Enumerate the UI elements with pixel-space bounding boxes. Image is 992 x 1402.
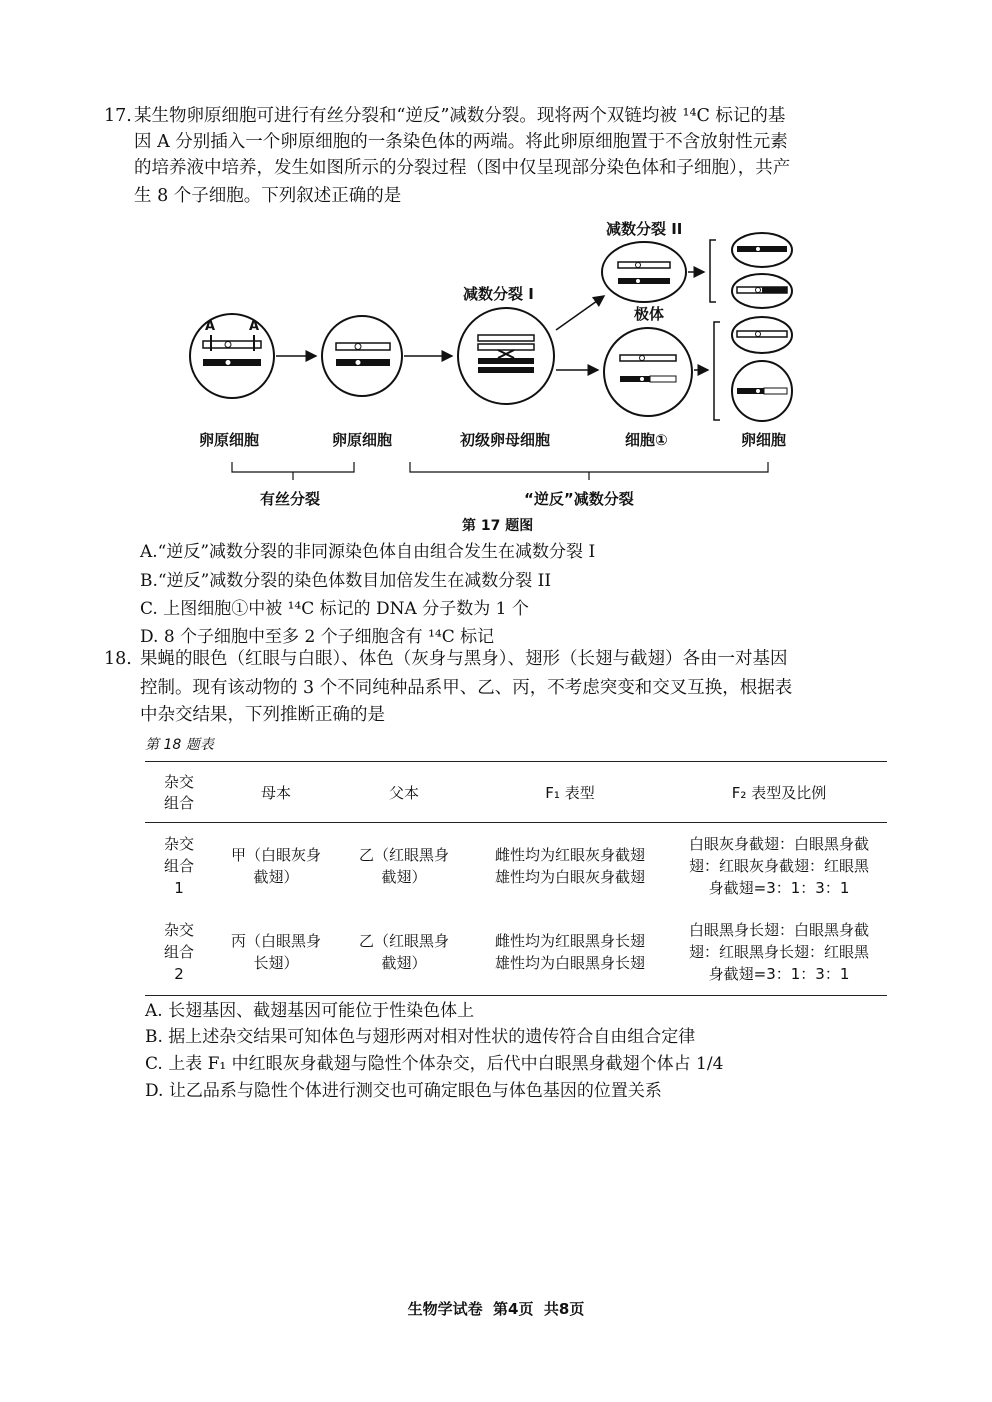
question-text-line: 控制。现有该动物的 3 个不同纯种品系甲、乙、丙，不考虑突变和交叉互换，根据表 (140, 678, 793, 698)
question-text-line: 某生物卵原细胞可进行有丝分裂和“逆反”减数分裂。现将两个双链均被 ¹⁴C 标记的基 (134, 106, 786, 126)
question-text-line: 因 A 分别插入一个卵原细胞的一条染色体的两端。将此卵原细胞置于不含放射性元素 (134, 132, 788, 152)
option-b: B.“逆反”减数分裂的染色体数目加倍发生在减数分裂 II (140, 571, 552, 591)
f1-cell: 雌性均为红眼黑身长翅 雄性均为白眼黑身长翅 (494, 932, 645, 972)
table-header-row (145, 762, 887, 823)
father-cell: 乙（红眼黑身 截翅） (358, 932, 449, 972)
question-number: 17. (104, 106, 132, 126)
polar-body-cell (602, 242, 686, 302)
cell-one (604, 328, 692, 416)
daughter-cells (732, 233, 792, 421)
oogonium-cell-1 (190, 314, 274, 398)
meiosis-2-label: 减数分裂 II (606, 220, 683, 238)
header-cell: 母本 (260, 783, 291, 802)
mother-cell: 丙（白眼黑身 长翅） (230, 932, 321, 972)
cell-division-diagram (0, 0, 992, 540)
cell-label: 卵原细胞 (199, 431, 260, 449)
option-d: D. 让乙品系与隐性个体进行测交也可确定眼色与体色基因的位置关系 (145, 1081, 662, 1101)
table-row (145, 909, 887, 996)
header-cell: F₁ 表型 (545, 783, 595, 802)
cross-group-cell: 杂交 组合 1 (163, 835, 194, 897)
option-d: D. 8 个子细胞中至多 2 个子细胞含有 ¹⁴C 标记 (140, 627, 495, 647)
header-cell: 父本 (388, 783, 419, 802)
gene-label-left: A (205, 319, 216, 334)
reverse-meiosis-bracket-label: “逆反”减数分裂 (524, 490, 634, 508)
option-a: A.“逆反”减数分裂的非同源染色体自由组合发生在减数分裂 I (140, 542, 596, 562)
f1-cell: 雌性均为红眼灰身截翅 雄性均为白眼灰身截翅 (494, 846, 645, 886)
oogonium-cell-2 (322, 316, 402, 396)
mother-cell: 甲（白眼灰身 截翅） (230, 846, 321, 886)
header-cell: 杂交 组合 (163, 773, 194, 812)
page-footer: 生物学试卷 第4页 共8页 (407, 1300, 585, 1318)
cell-label: 卵原细胞 (332, 431, 393, 449)
question-text-line: 中杂交结果，下列推断正确的是 (140, 705, 385, 725)
cell-label: 卵细胞 (741, 431, 787, 449)
gene-label-right: A (249, 319, 260, 334)
f2-cell: 白眼灰身截翅：白眼黑身截 翅：红眼灰身截翅：红眼黑 身截翅=3：1：3：1 (688, 835, 869, 897)
table-row (145, 823, 887, 910)
primary-oocyte-cell (458, 308, 554, 404)
cross-group-cell: 杂交 组合 2 (163, 921, 194, 983)
figure-caption: 第 17 题图 (462, 518, 534, 534)
mitosis-bracket-label: 有丝分裂 (260, 490, 321, 508)
polar-body-label: 极体 (634, 305, 665, 323)
header-cell: F₂ 表型及比例 (731, 783, 827, 802)
table-caption: 第 18 题表 (145, 737, 214, 753)
father-cell: 乙（红眼黑身 截翅） (358, 846, 449, 886)
meiosis-1-label: 减数分裂 I (463, 285, 534, 303)
option-b: B. 据上述杂交结果可知体色与翅形两对相对性状的遗传符合自由组合定律 (145, 1027, 696, 1047)
option-c: C. 上图细胞①中被 ¹⁴C 标记的 DNA 分子数为 1 个 (140, 599, 529, 619)
cell-label: 细胞① (625, 431, 668, 449)
question-number: 18. (104, 649, 132, 669)
option-a: A. 长翅基因、截翅基因可能位于性染色体上 (145, 1001, 475, 1021)
question-text-line: 的培养液中培养，发生如图所示的分裂过程（图中仅呈现部分染色体和子细胞），共产 (134, 158, 791, 178)
option-c: C. 上表 F₁ 中红眼灰身截翅与隐性个体杂交，后代中白眼黑身截翅个体占 1/4 (145, 1054, 724, 1074)
cross-results-table (145, 761, 887, 996)
question-text-line: 果蝇的眼色（红眼与白眼）、体色（灰身与黑身）、翅形（长翅与截翅）各由一对基因 (140, 649, 788, 669)
f2-cell: 白眼黑身长翅：白眼黑身截 翅：红眼黑身长翅：红眼黑 身截翅=3：1：3：1 (688, 921, 869, 983)
question-text-line: 生 8 个子细胞。下列叙述正确的是 (134, 186, 402, 206)
cell-label: 初级卵母细胞 (460, 431, 551, 449)
